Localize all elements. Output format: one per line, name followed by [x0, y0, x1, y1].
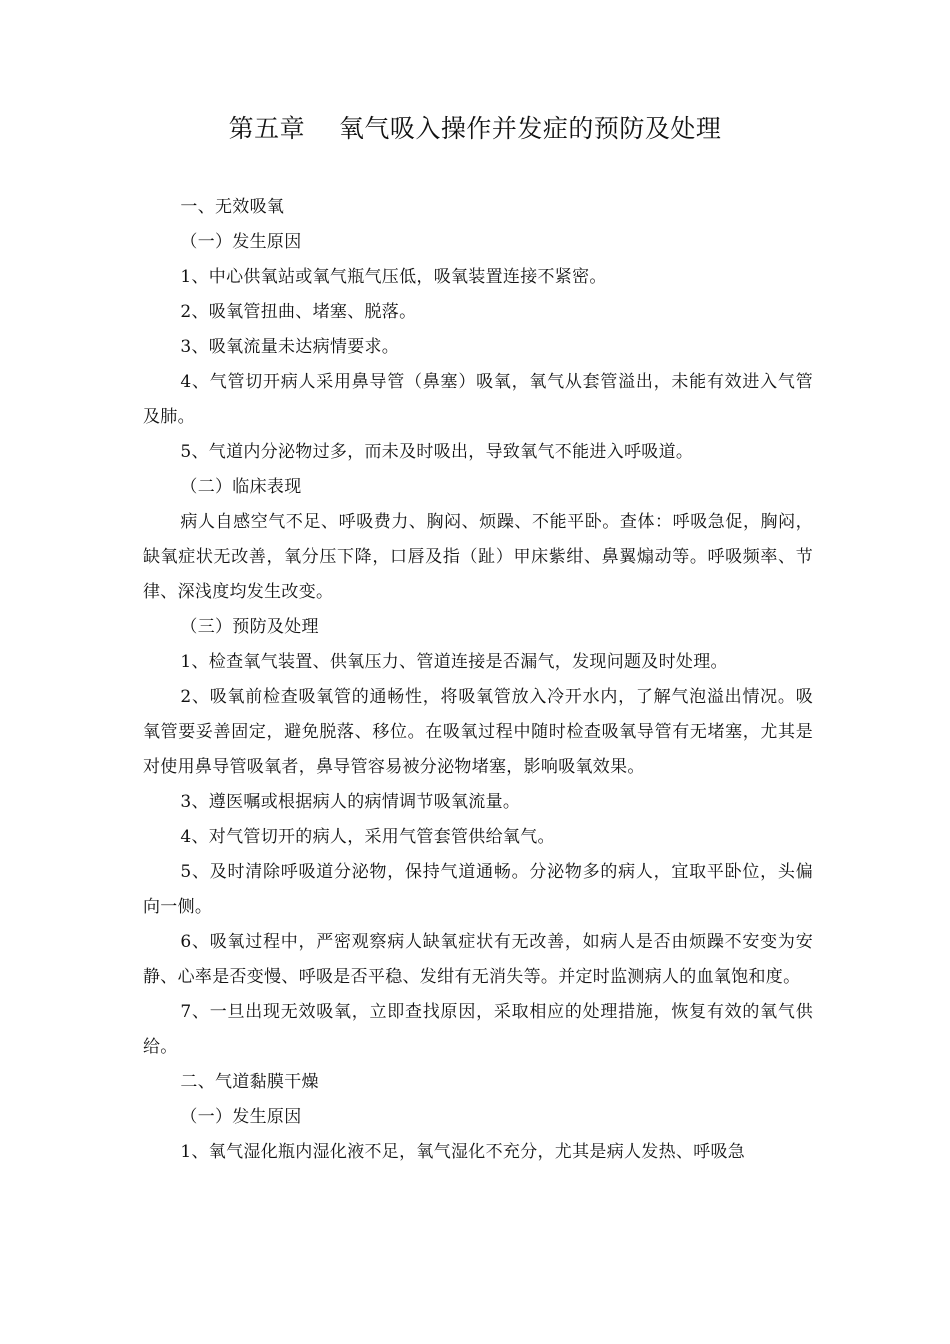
subsection-heading: （二）临床表现 [180, 477, 302, 497]
paragraph: 6、吸氧过程中，严密观察病人缺氧症状有无改善，如病人是否由烦躁不安变为安静、心率是否变慢、呼吸是否平稳、发绀有无消失等。并定时监测病人的血氧饱和度。 [143, 932, 813, 987]
paragraph: 5、及时清除呼吸道分泌物，保持气道通畅。分泌物多的病人，宜取平卧位，头偏向一侧。 [143, 862, 813, 917]
paragraph: 2、吸氧管扭曲、堵塞、脱落。 [180, 302, 417, 322]
paragraph: 2、吸氧前检查吸氧管的通畅性，将吸氧管放入冷开水内，了解气泡溢出情况。吸氧管要妥善固定，避免脱落、移位。在吸氧过程中随时检查吸氧导管有无堵塞，尤其是对使用鼻导管吸氧者，鼻导管容易被分泌物堵塞，影响吸氧效果。 [143, 687, 813, 777]
section-heading: 一、无效吸氧 [180, 197, 285, 217]
paragraph: 1、检查氧气装置、供氧压力、管道连接是否漏气，发现问题及时处理。 [180, 652, 728, 672]
paragraph: 4、气管切开病人采用鼻导管（鼻塞）吸氧，氧气从套管溢出，未能有效进入气管及肺。 [143, 372, 813, 427]
paragraph: 1、中心供氧站或氧气瓶气压低，吸氧装置连接不紧密。 [180, 267, 607, 287]
subsection-heading: （三）预防及处理 [180, 617, 319, 637]
document-body [143, 190, 813, 1170]
subsection-heading: （一）发生原因 [180, 232, 302, 252]
section-heading: 二、气道黏膜干燥 [180, 1072, 319, 1092]
subsection-heading: （一）发生原因 [180, 1107, 302, 1127]
chapter-title: 第五章 氧气吸入操作并发症的预防及处理 [228, 114, 722, 143]
paragraph: 1、氧气湿化瓶内湿化液不足，氧气湿化不充分，尤其是病人发热、呼吸急 [180, 1142, 746, 1162]
paragraph: 4、对气管切开的病人，采用气管套管供给氧气。 [180, 827, 555, 847]
paragraph: 7、一旦出现无效吸氧，立即查找原因，采取相应的处理措施，恢复有效的氧气供给。 [143, 1002, 813, 1057]
paragraph: 3、遵医嘱或根据病人的病情调节吸氧流量。 [180, 792, 521, 812]
paragraph: 病人自感空气不足、呼吸费力、胸闷、烦躁、不能平卧。查体：呼吸急促，胸闷，缺氧症状无改善，氧分压下降，口唇及指（趾）甲床紫绀、鼻翼煽动等。呼吸频率、节律、深浅度均发生改变。 [143, 512, 813, 602]
paragraph: 5、气道内分泌物过多，而未及时吸出，导致氧气不能进入呼吸道。 [180, 442, 694, 462]
paragraph: 3、吸氧流量未达病情要求。 [180, 337, 400, 357]
